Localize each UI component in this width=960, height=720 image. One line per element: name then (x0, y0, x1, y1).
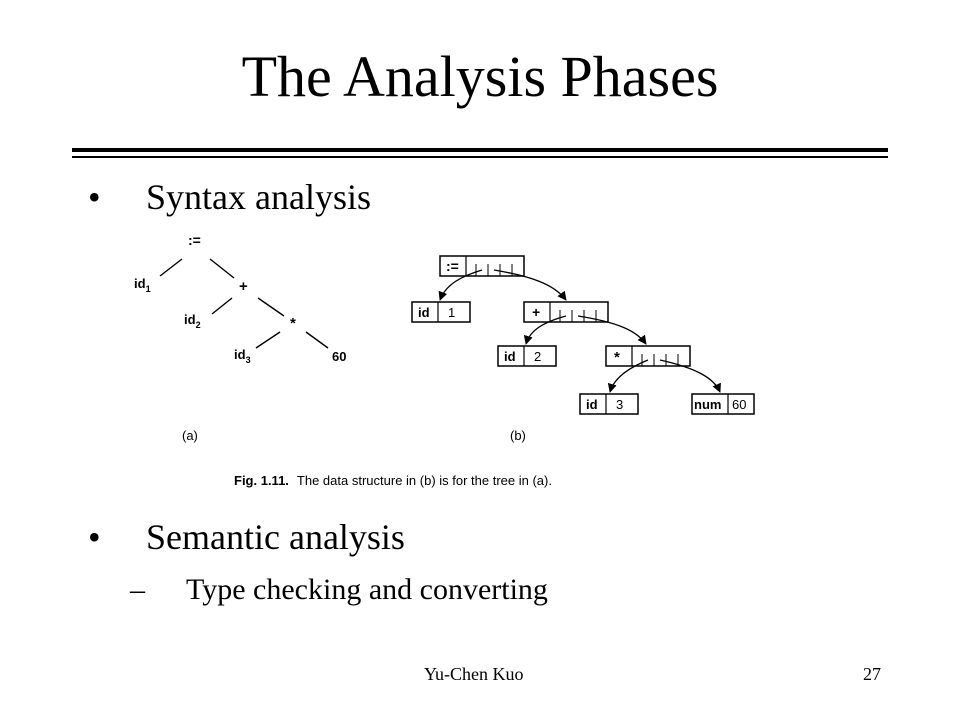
tree-b-id1-op: id (418, 305, 430, 320)
sub-bullet-type-checking: Type checking and converting (186, 573, 548, 606)
sub-bullet-dash: – (130, 573, 145, 606)
tree-b-star-node: * (614, 349, 620, 366)
footer-author: Yu-Chen Kuo (424, 664, 524, 684)
tree-a (134, 232, 346, 443)
tree-b-num-op: num (694, 397, 722, 412)
syntax-tree-figure (130, 226, 770, 496)
tree-a-star-node: * (290, 315, 296, 332)
tree-b-id2-op: id (504, 349, 516, 364)
tree-b-plus-node: + (532, 304, 541, 320)
bullet-dot: • (88, 517, 101, 557)
tree-a-label: (a) (182, 428, 198, 443)
tree-b-num-val: 60 (732, 397, 747, 412)
title-rule-thick (72, 148, 888, 152)
tree-a-assign-node: := (188, 232, 201, 248)
footer-page-number: 27 (863, 664, 881, 684)
title-rule-thin (72, 156, 888, 158)
bullet-semantic-analysis: Semantic analysis (146, 517, 405, 557)
slide-title: The Analysis Phases (241, 44, 719, 109)
tree-b-id3-op: id (586, 397, 598, 412)
tree-b-id1-val: 1 (448, 305, 456, 320)
tree-b-assign-node: := (446, 258, 459, 274)
tree-b-id3-val: 3 (616, 397, 624, 412)
tree-b-id2-val: 2 (534, 349, 542, 364)
bullet-syntax-analysis: Syntax analysis (146, 177, 371, 217)
tree-b-labels (418, 258, 746, 443)
tree-a-id3-node: $id_3$ (234, 347, 251, 365)
tree-a-id1-node: $id_1$ (134, 276, 151, 294)
tree-b (412, 256, 754, 414)
figure-caption: Fig. 1.11. The data structure in (b) is for the tree in (a). (234, 473, 552, 488)
tree-a-plus-node: + (239, 278, 248, 295)
tree-a-id2-node: $id_2$ (184, 312, 201, 330)
bullet-dot: • (88, 177, 101, 217)
tree-b-label: (b) (510, 428, 526, 443)
tree-a-num-node: 60 (332, 349, 347, 364)
